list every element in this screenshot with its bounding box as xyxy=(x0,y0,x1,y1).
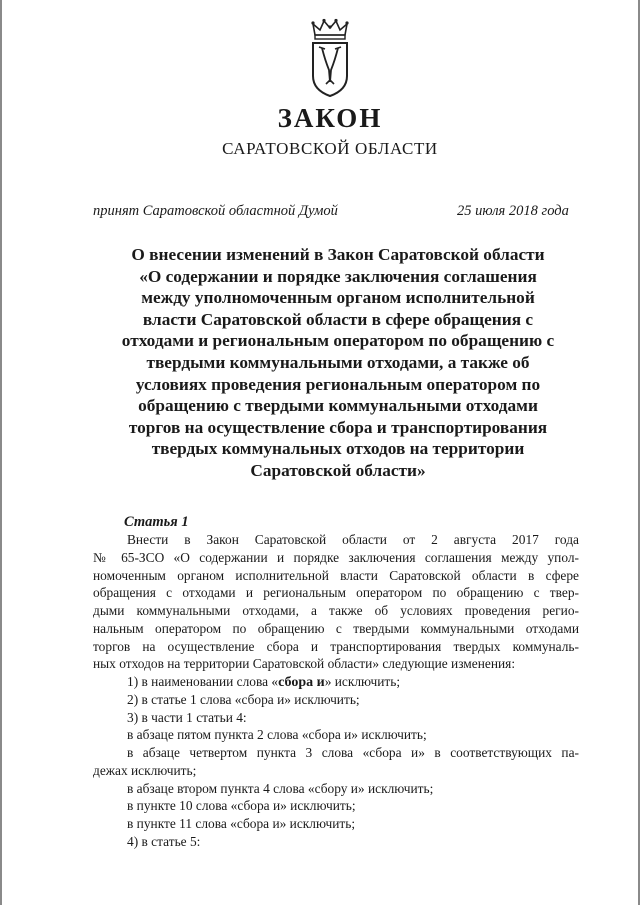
list-item: 3) в части 1 статьи 4: xyxy=(127,709,247,725)
paragraph-line: дыми коммунальными отходами, а также об условиях проведения регио- xyxy=(93,603,579,618)
list-item: в абзаце четвертом пункта 3 слова «сбора и» в соответствующих па- xyxy=(127,745,579,760)
list-item: в пункте 11 слова «сбора и» исключить; xyxy=(127,816,356,831)
title-line: условиях проведения региональным оператором по xyxy=(135,374,541,394)
law-heading: ЗАКОН xyxy=(277,103,383,133)
article-heading: Статья 1 xyxy=(124,514,189,530)
list-item: дежах исключить; xyxy=(93,762,197,778)
title-line: между уполномоченным органом исполнительной xyxy=(141,288,535,308)
coat-of-arms-emblem xyxy=(309,18,351,98)
list-item: в пункте 10 слова «сбора и» исключить; xyxy=(127,798,356,814)
title-line: обращению с твердыми коммунальными отходами xyxy=(138,396,538,416)
adoption-date: 25 июля 2018 года xyxy=(457,203,569,219)
list-item: в абзаце втором пункта 4 слова «сбору и» исключить; xyxy=(127,780,434,796)
list-item: в абзаце пятом пункта 2 слова «сбора и» исключить; xyxy=(127,727,427,743)
paragraph-line: нальным оператором по обращению с твердыми коммунальными отходами xyxy=(93,620,579,636)
paragraph-line: Внести в Закон Саратовской области от 2 августа 2017 года xyxy=(127,532,579,547)
article-body xyxy=(93,531,579,851)
title-line: Саратовской области» xyxy=(250,460,426,480)
paragraph-line: торгов на осуществление сбора и транспортирования твердых коммуналь- xyxy=(93,638,579,654)
item-bold-text: сбора и xyxy=(278,675,325,690)
title-line: О внесении изменений в Закон Саратовской области xyxy=(131,245,545,264)
region-heading: САРАТОВСКОЙ ОБЛАСТИ xyxy=(222,139,438,158)
paragraph-line: номоченным органом исполнительной власти Саратовской области в сфере xyxy=(93,567,579,583)
title-line: «О содержании и порядке заключения соглашения xyxy=(139,266,537,286)
item-text: » исключить; xyxy=(324,674,401,689)
title-line: власти Саратовской области в сфере обращения с xyxy=(142,309,534,329)
item-text: 1) в наименовании слова « xyxy=(127,674,279,689)
title-line: твердыми коммунальными отходами, а также об xyxy=(146,352,530,372)
scan-edge-left xyxy=(0,0,2,905)
list-item xyxy=(93,673,579,691)
list-item: 2) в статье 1 слова «сбора и» исключить; xyxy=(127,691,360,707)
list-item: 4) в статье 5: xyxy=(127,833,201,849)
paragraph-line: обращения с отходами и региональным оператором по обращению с твер- xyxy=(93,585,579,601)
paragraph-line: № 65-ЗСО «О содержании и порядке заключения соглашения между упол- xyxy=(93,549,579,565)
adopted-by-text: принят Саратовской областной Думой xyxy=(93,203,338,219)
title-line: отходами и региональным оператором по обращению с xyxy=(121,331,555,351)
paragraph-line: ных отходов на территории Саратовской области» следующие изменения: xyxy=(93,656,516,672)
title-line: твердых коммунальных отходов на территории xyxy=(151,439,525,459)
law-title xyxy=(93,244,583,482)
title-line: торгов на осуществление сбора и транспортирования xyxy=(128,417,548,437)
